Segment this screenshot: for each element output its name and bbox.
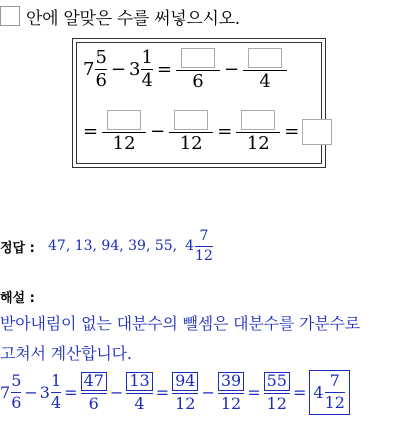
- explanation-line-2: 고쳐서 계산합니다.: [0, 344, 132, 363]
- answer-values-text: 47, 13, 94, 39, 55,: [48, 238, 178, 255]
- result-whole: 4: [313, 382, 324, 402]
- blank-fraction: 12: [236, 110, 280, 154]
- blank-fraction: 12: [102, 110, 146, 154]
- mixed-whole: 3: [39, 382, 50, 402]
- minus-sign: −: [24, 382, 38, 402]
- equals-sign: =: [83, 121, 99, 143]
- numerator-input-box[interactable]: [107, 110, 141, 130]
- blank-fraction: 12: [169, 110, 213, 154]
- mixed-fraction: $\frac{5}{6}$: [95, 46, 107, 92]
- answer-values: [48, 229, 214, 263]
- mixed-whole: 7: [0, 382, 11, 402]
- answer-label: 정답 :: [0, 241, 35, 256]
- mixed-whole: 3: [129, 59, 141, 81]
- improper-fraction: $\frac{13}{4}$: [126, 372, 152, 413]
- equals-sign: =: [292, 382, 307, 402]
- instruction: [0, 4, 240, 28]
- improper-fraction: $\frac{47}{6}$: [81, 372, 107, 413]
- difference-fraction: $\frac{55}{12}$: [264, 372, 290, 413]
- answer-mixed-whole: 4: [185, 238, 195, 255]
- mixed-fraction: $\frac{1}{4}$: [141, 46, 153, 92]
- equals-sign: =: [64, 382, 78, 402]
- equals-sign: =: [217, 121, 233, 143]
- minus-sign: −: [201, 382, 215, 402]
- explanation-line-1: 받아내림이 없는 대분수의 뺄셈은 대분수를 가분수로: [0, 314, 361, 333]
- result-fraction: $\frac{7}{12}$: [324, 371, 345, 412]
- blank-fraction: 6: [176, 48, 220, 92]
- instruction-text: 안에 알맞은 수를 써넣으시오.: [26, 8, 240, 29]
- answer-input-box[interactable]: [302, 119, 332, 145]
- equals-sign: =: [155, 382, 170, 402]
- numerator-input-box[interactable]: [181, 48, 215, 68]
- minus-sign: −: [109, 382, 124, 402]
- question-row-2: [83, 110, 332, 154]
- question-row-1: [83, 48, 288, 92]
- numerator-input-box[interactable]: [248, 48, 282, 68]
- final-answer-box: [309, 370, 350, 415]
- mixed-fraction: $\frac{1}{4}$: [50, 371, 62, 412]
- answer-box-marker: [0, 6, 20, 26]
- answer-mixed-fraction: $\frac{7}{12}$: [195, 228, 213, 264]
- minus-sign: −: [224, 59, 240, 81]
- numerator-input-box[interactable]: [174, 110, 208, 130]
- solution-line: [0, 370, 350, 415]
- common-denominator-fraction: $\frac{39}{12}$: [218, 372, 244, 413]
- numerator-input-box[interactable]: [241, 110, 275, 130]
- minus-sign: −: [110, 59, 126, 81]
- mixed-whole: 7: [83, 59, 95, 81]
- explanation-label: 해설 :: [0, 291, 35, 306]
- equals-sign: =: [284, 121, 300, 143]
- equals-sign: =: [247, 382, 261, 402]
- common-denominator-fraction: $\frac{94}{12}$: [172, 372, 198, 413]
- blank-fraction: 4: [243, 48, 287, 92]
- equals-sign: =: [156, 59, 172, 81]
- minus-sign: −: [150, 121, 166, 143]
- mixed-fraction: $\frac{5}{6}$: [11, 371, 22, 412]
